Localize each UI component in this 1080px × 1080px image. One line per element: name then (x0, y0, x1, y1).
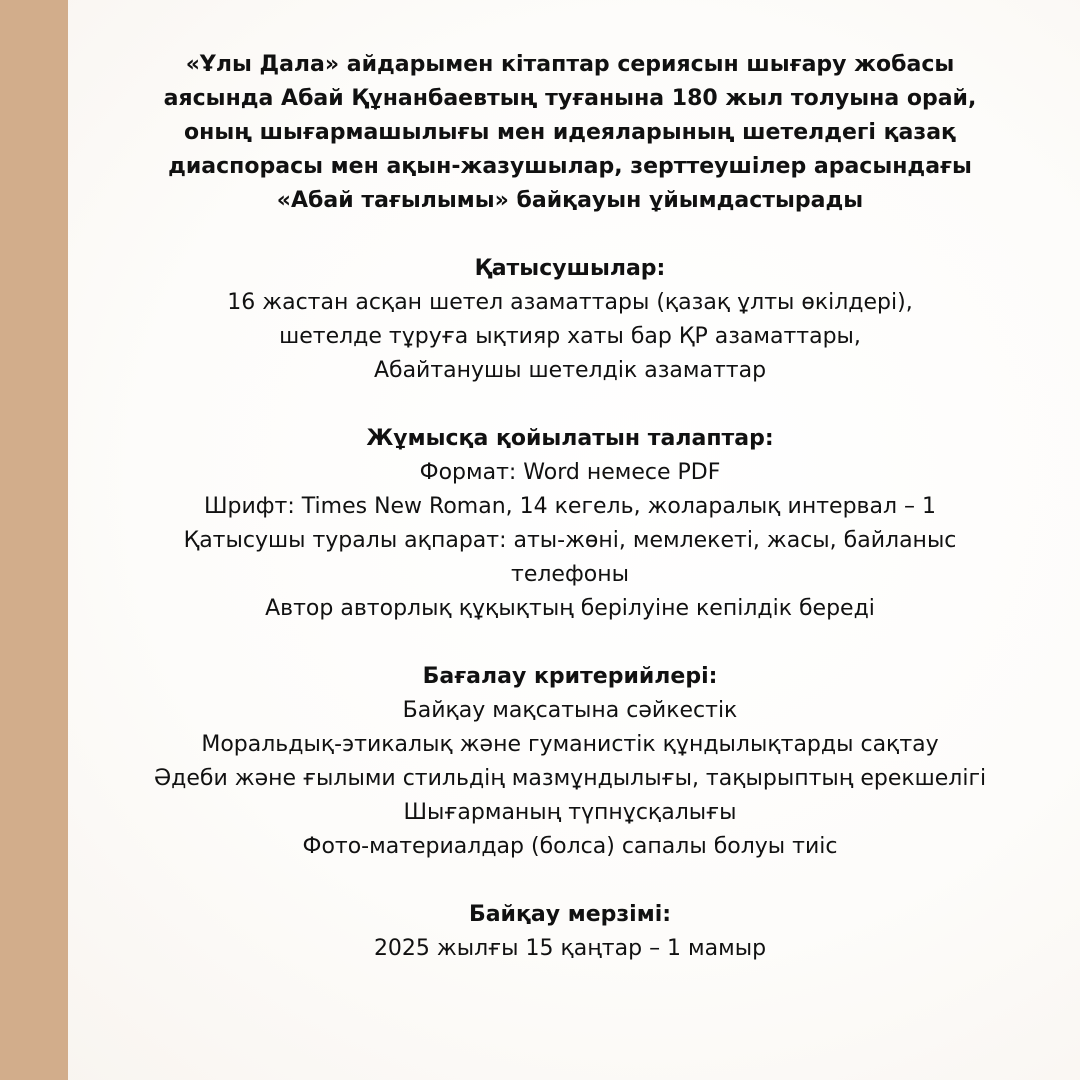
title-line: «Абай тағылымы» байқауын ұйымдастырады (276, 188, 864, 213)
requirements-item: Қатысушы туралы ақпарат: аты-жөні, мемлекеті, жасы, байланыс (183, 528, 957, 553)
title-line: «Ұлы Дала» айдарымен кітаптар сериясын шығару жобасы (185, 52, 955, 77)
side-band (0, 0, 68, 1080)
requirements-section (130, 422, 1010, 626)
criteria-item: Шығарманың түпнұсқалығы (403, 800, 737, 825)
criteria-heading: Бағалау критерийлері: (422, 664, 718, 689)
deadline-heading: Байқау мерзімі: (468, 902, 672, 927)
deadline-section (130, 898, 1010, 966)
requirements-item: телефоны (511, 562, 629, 587)
deadline-value: 2025 жылғы 15 қаңтар – 1 мамыр (373, 936, 767, 961)
criteria-item: Моральдық-этикалық және гуманистік құндылықтарды сақтау (201, 732, 939, 757)
criteria-section (130, 660, 1010, 864)
title-line: оның шығармашылығы мен идеяларының шетелдегі қазақ (184, 120, 956, 145)
title-line: диаспорасы мен ақын-жазушылар, зерттеушілер арасындағы (168, 154, 972, 179)
participants-item: Абайтанушы шетелдік азаматтар (373, 358, 767, 383)
requirements-item: Шрифт: Times New Roman, 14 кегель, жоларалық интервал – 1 (203, 494, 937, 519)
participants-heading: Қатысушылар: (474, 256, 666, 281)
criteria-item: Байқау мақсатына сәйкестік (402, 698, 738, 723)
participants-item: 16 жастан асқан шетел азаматтары (қазақ ұлты өкілдері), (227, 290, 913, 315)
requirements-item: Формат: Word немесе PDF (419, 460, 721, 485)
participants-section (130, 252, 1010, 388)
title-line: аясында Абай Құнанбаевтың туғанына 180 жыл толуына орай, (163, 86, 977, 111)
requirements-heading: Жұмысқа қойылатын талаптар: (366, 426, 774, 451)
announcement-content (130, 48, 1010, 966)
announcement-title (130, 48, 1010, 218)
participants-item: шетелде тұруға ықтияр хаты бар ҚР азаматтары, (279, 324, 861, 349)
criteria-item: Фото-материалдар (болса) сапалы болуы тиіс (302, 834, 838, 859)
criteria-item: Әдеби және ғылыми стильдің мазмұндылығы, тақырыптың ерекшелігі (153, 766, 987, 791)
requirements-item: Автор авторлық құқықтың берілуіне кепілдік береді (265, 596, 875, 621)
